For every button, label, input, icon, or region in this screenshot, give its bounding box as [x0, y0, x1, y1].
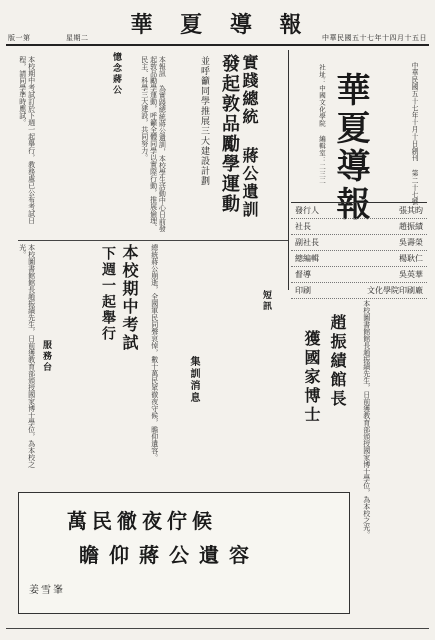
article-body-col5: 本校圖書館館長趙振績先生，日前獲教育部頒授國家博士學位，為本校之光。 [362, 300, 371, 538]
memorial-byline: 姜雪峯 [29, 585, 65, 596]
publisher-row: 總編輯 楊耿仁 [291, 251, 427, 267]
article-body-col2: 本校期中考試訂於下週一起舉行，教務處已公布考試日程，請同學準時應試。 [18, 56, 36, 224]
publisher-row: 發行人 張其昀 [291, 203, 427, 219]
tag-training-news: 集訓消息 [188, 356, 199, 404]
memorial-line-1: 萬民徹夜佇候 [67, 509, 217, 533]
headline-midterm: 本校期中考試 [120, 244, 139, 352]
header-rule [6, 44, 429, 46]
side-tag-remembrance: 憶念蔣公 [111, 52, 121, 96]
header-weekday: 星期二 [66, 34, 89, 42]
masthead-info: 社址：中國文化學院 編輯室：二三二 [318, 64, 326, 185]
masthead-title: 華夏導報 [330, 72, 370, 224]
section-divider [18, 240, 288, 241]
publisher-row: 印刷 文化學院印刷廠 [291, 283, 427, 299]
publisher-table [291, 202, 427, 299]
publisher-row: 社長 趙振績 [291, 219, 427, 235]
headline-movement: 發起敦品勵學運動 [219, 54, 240, 214]
publisher-row: 督導 吳英華 [291, 267, 427, 283]
page-header [6, 6, 429, 46]
headline-curator: 趙振績館長 [328, 314, 347, 409]
subheadline-midterm: 下週一起舉行 [100, 246, 116, 342]
article-body-col4: 總統蔣公崩逝，全國軍民同聲哀悼，數十萬民眾徹夜守候，瞻仰遺容。 [150, 244, 159, 461]
memorial-box [18, 492, 350, 614]
article-body-col3: 本校圖書館館長趙振績先生，日前獲教育部頒授國家博士學位，為本校之光。 [18, 244, 36, 468]
tag-brief-news: 短訊 [261, 290, 271, 312]
headline-legacy: 實踐總統 蔣公遺訓 [240, 54, 259, 219]
subheadline-construction: 並呼籲同學推展三大建設計劃 [199, 56, 209, 186]
header-date: 中華民國五十七年十四月十五日 [322, 34, 427, 42]
side-tag-service: 服務台 [41, 340, 51, 373]
header-page-number: 版一第 [8, 34, 31, 42]
headline-doctorate: 獲國家博士 [302, 330, 321, 425]
masthead-meta: 中華民國五十七年十月十日創刊 第二十七號 [410, 62, 418, 206]
publisher-row: 副社長 吳壽榮 [291, 235, 427, 251]
article-body-col1: 本報訊 為實踐總統蔣公遺訓，本校學生活動中心日前發起敦品勵學運動，呼籲全體同學以實際行動，推展倫理、民主、科學三大建設，共同努力。 [140, 56, 167, 232]
header-title: 華 夏 導 報 [130, 12, 312, 38]
masthead [288, 50, 429, 295]
footer-rule [6, 628, 429, 629]
memorial-line-2: 瞻仰蔣公遺容 [79, 543, 259, 567]
